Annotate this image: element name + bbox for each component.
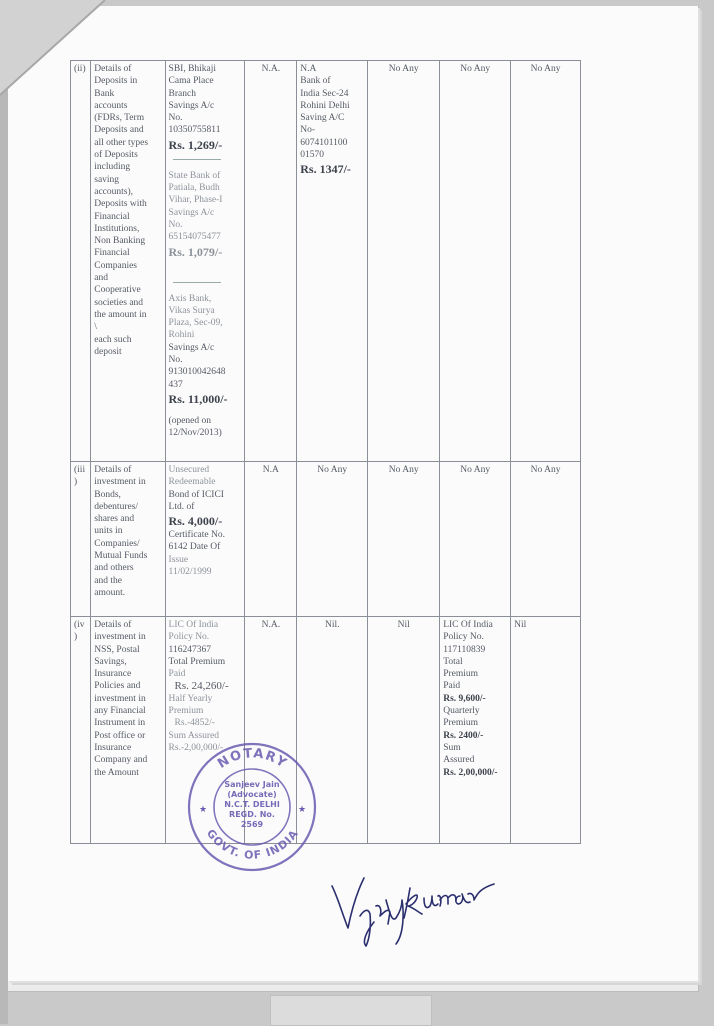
assets-table xyxy=(70,60,581,844)
self-investments-cell xyxy=(165,462,245,617)
policy-line: Premium xyxy=(443,718,479,729)
dependent-3-cell xyxy=(440,617,511,844)
description-line: Non Banking xyxy=(94,236,146,247)
serial-cell xyxy=(71,617,91,844)
account-line: No. xyxy=(168,113,183,124)
description-line: Company and xyxy=(94,755,148,766)
description-line: Deposits with xyxy=(94,199,147,210)
description-cell xyxy=(91,61,165,462)
cell-value: No Any xyxy=(388,64,419,74)
policy-line: Paid xyxy=(168,669,186,680)
stamp-top-text: NOTARY xyxy=(215,746,290,772)
description-line: Financial xyxy=(94,211,130,222)
serial-number: (ii) xyxy=(74,64,86,74)
description-line: units in xyxy=(94,526,123,537)
account-line: Rohini xyxy=(168,330,195,341)
serial-cell xyxy=(71,462,91,617)
description-line: of Deposits xyxy=(94,150,138,161)
cell-value: N.A. xyxy=(261,64,281,74)
scanner-edge xyxy=(0,0,8,1024)
description-line: Deposits and xyxy=(94,125,144,136)
description-line: Deposits in xyxy=(94,76,138,87)
description-line: each such xyxy=(94,334,132,345)
policy-line: Total xyxy=(443,656,463,667)
cell-value: No Any xyxy=(530,465,561,475)
description-line: deposit xyxy=(94,346,122,357)
account-line: 01570 xyxy=(300,150,324,161)
description-line: Instrument in xyxy=(94,718,146,729)
description-line: the Amount xyxy=(94,767,139,778)
description-line: investment in xyxy=(94,477,146,488)
dependent-4-cell xyxy=(511,617,581,844)
policy-line: Assured xyxy=(443,755,475,766)
table-row xyxy=(71,617,581,844)
policy-line: Half Yearly xyxy=(168,693,213,704)
deposit-amount: Rs. 1,269/- xyxy=(168,137,223,152)
description-line: Details of xyxy=(94,620,132,630)
stamp-line: N.C.T. DELHI xyxy=(224,800,280,809)
separator xyxy=(173,282,221,283)
cell-value: N.A xyxy=(262,465,279,475)
investment-line: Ltd. of xyxy=(168,501,195,512)
description-line: investment in xyxy=(94,693,146,704)
description-line: any Financial xyxy=(94,706,146,717)
investment-line: Bond of ICICI xyxy=(168,489,224,500)
description-line: Mutual Funds xyxy=(94,551,148,562)
account-line: Patiala, Budh xyxy=(168,183,220,194)
investment-line: 6142 Date Of xyxy=(168,542,221,553)
dependent-4-cell xyxy=(511,462,581,617)
investment-amount: Rs. 4,000/- xyxy=(168,514,223,529)
stamp-line: REGD. No. xyxy=(229,810,275,819)
policy-line: LIC Of India xyxy=(443,620,493,630)
serial-number: ) xyxy=(74,477,78,488)
stamp-star-icon: ★ xyxy=(199,804,208,814)
account-line: Branch xyxy=(168,88,196,99)
signature xyxy=(330,838,495,948)
description-line: debentures/ xyxy=(94,501,139,512)
description-line: Financial xyxy=(94,248,130,259)
account-line: SBI, Bhikaji xyxy=(168,64,217,74)
cell-value: No Any xyxy=(460,465,491,475)
spouse-cell xyxy=(245,61,297,462)
account-line: 437 xyxy=(168,379,183,390)
investment-line: Redeemable xyxy=(168,477,216,488)
deposit-amount: Rs. 1,079/- xyxy=(168,244,223,259)
deposit-amount: Rs. 1347/- xyxy=(300,162,351,177)
description-line: and others xyxy=(94,563,134,574)
description-line: Insurance xyxy=(94,669,132,680)
investment-line: Certificate No. xyxy=(168,530,225,541)
description-line: Post office or xyxy=(94,730,146,741)
description-line: Details of xyxy=(94,465,132,475)
dependent-2-cell xyxy=(368,462,440,617)
dependent-4-cell xyxy=(511,61,581,462)
description-line: (FDRs, Term xyxy=(94,113,145,124)
investment-line: Unsecured xyxy=(168,465,210,475)
description-line: Bonds, xyxy=(94,489,121,500)
serial-number: (iii xyxy=(74,465,86,475)
policy-amount: Rs. 9,600/- xyxy=(443,693,486,704)
cell-value: No Any xyxy=(460,64,491,74)
description-cell xyxy=(91,617,165,844)
description-line: all other types xyxy=(94,137,149,148)
table-row xyxy=(71,61,581,462)
description-line: Companies xyxy=(94,260,137,271)
policy-amount: Rs. 2400/- xyxy=(443,730,484,741)
description-line: Cooperative xyxy=(94,285,141,296)
dependent-3-cell xyxy=(440,61,511,462)
account-line: 6074101100 xyxy=(300,137,348,148)
investment-line: 11/02/1999 xyxy=(168,567,212,578)
account-line: India Sec-24 xyxy=(300,88,349,99)
description-line: and xyxy=(94,273,108,284)
policy-line: Premium xyxy=(168,706,204,717)
description-line: NSS, Postal xyxy=(94,644,140,655)
policy-line: 117110839 xyxy=(443,644,486,655)
description-line: amount. xyxy=(94,587,126,598)
policy-line: Premium xyxy=(443,669,479,680)
stamp-line: (Advocate) xyxy=(227,790,277,799)
policy-line: 116247367 xyxy=(168,644,211,655)
description-cell xyxy=(91,462,165,617)
account-line: Vikas Surya xyxy=(168,305,215,316)
description-line: Savings, xyxy=(94,656,127,667)
description-line: Bank xyxy=(94,88,115,99)
self-deposits-cell xyxy=(165,61,245,462)
cell-value: No Any xyxy=(317,465,348,475)
account-note: 12/Nov/2013) xyxy=(168,428,222,439)
dependent-2-cell xyxy=(368,617,440,844)
policy-line: Sum Assured xyxy=(168,730,219,741)
policy-line: Total Premium xyxy=(168,656,226,667)
policy-line: Policy No. xyxy=(168,632,210,643)
description-line: accounts xyxy=(94,100,128,111)
binder-clip xyxy=(270,995,432,1026)
stamp-line: Sanjeev Jain xyxy=(224,780,280,789)
cell-value: No Any xyxy=(530,64,561,74)
deposit-amount: Rs. 11,000/- xyxy=(168,391,228,406)
policy-line: Sum xyxy=(443,742,461,753)
account-line: Savings A/c xyxy=(168,207,215,218)
stamp-line: 2569 xyxy=(240,820,264,829)
account-line: 10350755811 xyxy=(168,125,221,136)
dependent-1-cell xyxy=(297,61,368,462)
policy-line: Quarterly xyxy=(443,706,480,717)
description-line: accounts), xyxy=(94,186,134,197)
description-line: Details of xyxy=(94,64,132,74)
account-line: N.A xyxy=(300,64,317,74)
dependent-3-cell xyxy=(440,462,511,617)
account-line: No. xyxy=(168,355,183,366)
cell-value: N.A. xyxy=(261,620,281,630)
description-line: \ xyxy=(94,322,97,333)
policy-line: Rs.-2,00,000/- xyxy=(168,742,224,753)
stamp-bottom-text: GOVT. OF INDIA xyxy=(203,826,302,862)
policy-amount: Rs.-4852/- xyxy=(174,718,215,729)
separator xyxy=(173,159,221,160)
account-line: Cama Place xyxy=(168,76,214,87)
account-line: No. xyxy=(168,219,183,230)
description-line: saving xyxy=(94,174,120,185)
description-line: the amount in xyxy=(94,309,147,320)
dependent-2-cell xyxy=(368,61,440,462)
serial-cell xyxy=(71,61,91,462)
description-line: and the xyxy=(94,575,122,586)
policy-amount: Rs. 2,00,000/- xyxy=(443,767,498,778)
policy-line: LIC Of India xyxy=(168,620,219,630)
account-line: 913010042648 xyxy=(168,367,226,378)
description-line: including xyxy=(94,162,131,173)
investment-line: Issue xyxy=(168,554,189,565)
spouse-cell xyxy=(245,462,297,617)
cell-value: Nil xyxy=(397,620,410,630)
description-line: societies and xyxy=(94,297,144,308)
description-line: Institutions, xyxy=(94,223,140,234)
table-row xyxy=(71,462,581,617)
description-line: shares and xyxy=(94,514,135,525)
description-line: Policies and xyxy=(94,681,141,692)
account-line: Vihar, Phase-I xyxy=(168,195,223,206)
account-line: 65154075477 xyxy=(168,232,221,243)
account-line: Plaza, Sec-09, xyxy=(168,318,223,329)
account-line: Savings A/c xyxy=(168,100,215,111)
serial-number: ) xyxy=(74,632,78,643)
account-line: State Bank of xyxy=(168,170,221,181)
description-line: investment in xyxy=(94,632,146,643)
cell-value: Nil. xyxy=(324,620,340,630)
stamp-star-icon: ★ xyxy=(298,804,307,814)
cell-value: No Any xyxy=(388,465,419,475)
policy-line: Paid xyxy=(443,681,461,692)
account-line: Axis Bank, xyxy=(168,293,212,304)
account-line: Saving A/C xyxy=(300,113,345,124)
description-line: Companies/ xyxy=(94,538,140,549)
description-line: Insurance xyxy=(94,742,132,753)
dependent-1-cell xyxy=(297,462,368,617)
account-line: Bank of xyxy=(300,76,331,87)
serial-number: (iv xyxy=(74,620,85,630)
signature-text: Vijay kumar xyxy=(330,838,335,839)
cell-value: Nil xyxy=(514,620,527,630)
policy-line: Policy No. xyxy=(443,632,484,643)
notary-stamp xyxy=(185,740,320,875)
account-line: No- xyxy=(300,125,316,136)
account-note: (opened on xyxy=(168,415,212,426)
account-line: Rohini Delhi xyxy=(300,100,350,111)
policy-amount: Rs. 24,260/- xyxy=(174,680,229,693)
account-line: Savings A/c xyxy=(168,342,215,353)
